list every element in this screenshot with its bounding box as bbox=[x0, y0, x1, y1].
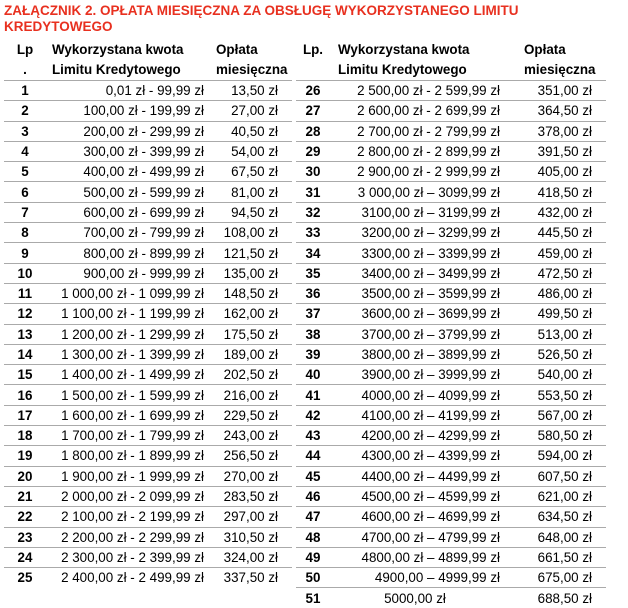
table-row bbox=[4, 568, 292, 588]
table-row bbox=[4, 182, 292, 202]
amount-cell: 700,00 zł - 799,99 zł bbox=[83, 225, 204, 241]
lp-cell: 18 bbox=[17, 428, 33, 444]
fee-cell: 459,00 zł bbox=[537, 245, 592, 261]
lp-cell: 16 bbox=[17, 387, 33, 403]
amount-header-line1: Wykorzystana kwota bbox=[338, 42, 470, 57]
fee-cell: 499,50 zł bbox=[537, 306, 592, 322]
lp-cell: 5 bbox=[21, 164, 29, 180]
fee-cell: 405,00 zł bbox=[537, 164, 592, 180]
fee-cell: 189,00 zł bbox=[223, 347, 278, 362]
amount-cell: 2 500,00 zł - 2 599,99 zł bbox=[357, 83, 500, 99]
table-row bbox=[4, 202, 292, 222]
fee-cell: 108,00 zł bbox=[223, 225, 278, 241]
table-row bbox=[296, 263, 606, 283]
table-row bbox=[296, 182, 606, 202]
lp-cell: 40 bbox=[305, 367, 321, 383]
lp-cell: 13 bbox=[17, 326, 33, 342]
fee-cell: 526,50 zł bbox=[537, 347, 592, 362]
fee-cell: 202,50 zł bbox=[223, 367, 278, 383]
amount-header-line1: Wykorzystana kwota bbox=[52, 42, 184, 57]
lp-cell: 50 bbox=[305, 570, 321, 586]
fee-cell: 445,50 zł bbox=[537, 225, 592, 241]
fee-cell: 162,00 zł bbox=[223, 306, 278, 322]
table-row bbox=[296, 446, 606, 466]
table-row bbox=[296, 466, 606, 486]
amount-cell: 3 000,00 zł – 3099,99 zł bbox=[357, 184, 500, 200]
amount-cell: 2 300,00 zł - 2 399,99 zł bbox=[61, 549, 204, 565]
fee-cell: 351,00 zł bbox=[537, 83, 592, 99]
fee-cell: 567,00 zł bbox=[537, 407, 592, 423]
table-row bbox=[296, 527, 606, 547]
lp-cell: 42 bbox=[305, 407, 321, 423]
table-row bbox=[4, 446, 292, 466]
amount-cell: 800,00 zł - 899,99 zł bbox=[83, 245, 204, 261]
fee-cell: 607,50 zł bbox=[537, 468, 592, 484]
fee-header bbox=[510, 40, 606, 81]
amount-cell: 4700,00 zł – 4799,99 zł bbox=[361, 529, 500, 545]
fee-cell: 337,50 zł bbox=[223, 570, 278, 586]
fee-cell: 364,50 zł bbox=[537, 103, 592, 119]
amount-header-line2: Limitu Kredytowego bbox=[52, 62, 181, 77]
amount-cell: 3500,00 zł – 3599,99 zł bbox=[361, 286, 500, 302]
lp-cell: 4 bbox=[21, 144, 29, 160]
table-row bbox=[296, 304, 606, 324]
table-row bbox=[296, 426, 606, 446]
fee-cell: 40,50 zł bbox=[231, 123, 278, 139]
fee-cell: 324,00 zł bbox=[223, 549, 278, 565]
amount-cell: 100,00 zł - 199,99 zł bbox=[83, 103, 204, 119]
lp-cell: 6 bbox=[21, 184, 29, 200]
amount-cell: 2 900,00 zł - 2 999,99 zł bbox=[357, 164, 500, 180]
fee-cell: 297,00 zł bbox=[223, 509, 278, 525]
amount-cell: 1 700,00 zł - 1 799,99 zł bbox=[61, 428, 204, 444]
lp-header-line1: Lp bbox=[16, 42, 34, 57]
fee-cell: 148,50 zł bbox=[223, 286, 278, 302]
amount-cell: 0,01 zł - 99,99 zł bbox=[105, 83, 204, 99]
fee-table-left bbox=[4, 40, 292, 587]
amount-cell: 3300,00 zł – 3399,99 zł bbox=[361, 245, 500, 261]
fee-cell: 418,50 zł bbox=[537, 184, 592, 200]
table-row bbox=[4, 426, 292, 446]
amount-header bbox=[330, 40, 510, 81]
table-row bbox=[296, 365, 606, 385]
lp-cell: 22 bbox=[17, 509, 33, 525]
lp-cell: 2 bbox=[21, 103, 29, 119]
table-row bbox=[296, 283, 606, 303]
amount-cell: 2 000,00 zł - 2 099,99 zł bbox=[61, 489, 204, 505]
amount-cell: 1 300,00 zł - 1 399,99 zł bbox=[61, 347, 204, 362]
table-row bbox=[296, 547, 606, 567]
lp-cell: 29 bbox=[305, 144, 321, 160]
table-row bbox=[296, 568, 606, 588]
table-row bbox=[4, 344, 292, 364]
amount-cell: 4600,00 zł – 4699,99 zł bbox=[361, 509, 500, 525]
amount-cell: 3400,00 zł – 3499,99 zł bbox=[361, 265, 500, 281]
table-row bbox=[4, 263, 292, 283]
table-row bbox=[296, 141, 606, 161]
table-row bbox=[296, 243, 606, 263]
fee-cell: 94,50 zł bbox=[231, 204, 278, 220]
amount-cell: 3800,00 zł – 3899,99 zł bbox=[361, 347, 500, 362]
table-row bbox=[296, 81, 606, 101]
fee-header-line2: miesięczna bbox=[524, 62, 596, 77]
lp-cell: 32 bbox=[305, 204, 321, 220]
amount-cell: 1 800,00 zł - 1 899,99 zł bbox=[61, 448, 204, 464]
lp-cell: 28 bbox=[305, 123, 321, 139]
fee-cell: 121,50 zł bbox=[223, 245, 278, 261]
fee-cell: 391,50 zł bbox=[537, 144, 592, 160]
fee-cell: 540,00 zł bbox=[537, 367, 592, 383]
amount-cell: 900,00 zł - 999,99 zł bbox=[83, 265, 204, 281]
table-row bbox=[4, 223, 292, 243]
table-header-row bbox=[4, 40, 292, 81]
fee-header-line1: Opłata bbox=[216, 42, 258, 57]
fee-cell: 256,50 zł bbox=[223, 448, 278, 464]
amount-cell: 4300,00 zł – 4399,99 zł bbox=[361, 448, 500, 464]
amount-cell: 1 600,00 zł - 1 699,99 zł bbox=[61, 407, 204, 423]
lp-cell: 8 bbox=[21, 225, 29, 241]
lp-cell: 15 bbox=[17, 367, 33, 383]
amount-cell: 4900,00 – 4999,99 zł bbox=[374, 570, 500, 586]
table-row bbox=[296, 588, 606, 608]
amount-cell: 1 400,00 zł - 1 499,99 zł bbox=[61, 367, 204, 383]
table-row bbox=[296, 324, 606, 344]
amount-cell: 2 600,00 zł - 2 699,99 zł bbox=[357, 103, 500, 119]
lp-cell: 27 bbox=[305, 103, 321, 119]
lp-cell: 1 bbox=[21, 83, 29, 99]
lp-header-line2: . bbox=[23, 62, 27, 77]
amount-cell: 4400,00 zł – 4499,99 zł bbox=[361, 468, 500, 484]
amount-cell: 4200,00 zł – 4299,99 zł bbox=[361, 428, 500, 444]
lp-cell: 45 bbox=[305, 468, 321, 484]
fee-cell: 661,50 zł bbox=[537, 549, 592, 565]
lp-cell: 19 bbox=[17, 448, 33, 464]
fee-cell: 553,50 zł bbox=[537, 387, 592, 403]
fee-cell: 688,50 zł bbox=[537, 590, 592, 606]
lp-cell: 46 bbox=[305, 489, 321, 505]
document-title: ZAŁĄCZNIK 2. OPŁATA MIESIĘCZNA ZA OBSŁUGĘ WYKORZYSTANEGO LIMITU KREDYTOWEGO bbox=[4, 3, 519, 34]
amount-cell: 500,00 zł - 599,99 zł bbox=[83, 184, 204, 200]
lp-cell: 7 bbox=[21, 204, 29, 220]
amount-cell: 4500,00 zł – 4599,99 zł bbox=[361, 489, 500, 505]
amount-cell: 4800,00 zł – 4899,99 zł bbox=[361, 549, 500, 565]
table-row bbox=[4, 243, 292, 263]
lp-cell: 9 bbox=[21, 245, 29, 261]
amount-cell: 3900,00 zł – 3999,99 zł bbox=[361, 367, 500, 383]
table-row bbox=[296, 101, 606, 121]
amount-cell: 3600,00 zł – 3699,99 zł bbox=[361, 306, 500, 322]
fee-cell: 54,00 zł bbox=[231, 144, 278, 160]
table-row bbox=[4, 466, 292, 486]
table-row bbox=[4, 365, 292, 385]
lp-cell: 49 bbox=[305, 549, 321, 565]
lp-cell: 26 bbox=[305, 83, 321, 99]
amount-cell: 4000,00 zł – 4099,99 zł bbox=[361, 387, 500, 403]
table-row bbox=[296, 405, 606, 425]
amount-cell: 1 900,00 zł - 1 999,99 zł bbox=[61, 468, 204, 484]
lp-cell: 47 bbox=[305, 509, 321, 525]
table-row bbox=[296, 223, 606, 243]
table-row bbox=[4, 405, 292, 425]
lp-cell: 36 bbox=[305, 286, 321, 302]
lp-cell: 44 bbox=[305, 448, 321, 464]
lp-cell: 30 bbox=[305, 164, 321, 180]
fee-cell: 594,00 zł bbox=[537, 448, 592, 464]
fee-cell: 81,00 zł bbox=[231, 184, 278, 200]
fee-cell: 432,00 zł bbox=[537, 204, 592, 220]
fee-cell: 283,50 zł bbox=[223, 489, 278, 505]
fee-cell: 13,50 zł bbox=[231, 83, 278, 99]
amount-cell: 1 000,00 zł - 1 099,99 zł bbox=[61, 286, 204, 302]
amount-cell: 4100,00 zł – 4199,99 zł bbox=[361, 407, 500, 423]
fee-cell: 378,00 zł bbox=[537, 123, 592, 139]
lp-cell: 11 bbox=[17, 286, 33, 302]
fee-cell: 513,00 zł bbox=[537, 326, 592, 342]
fee-header-line1: Opłata bbox=[524, 42, 566, 57]
lp-cell: 39 bbox=[305, 347, 321, 362]
fee-cell: 216,00 zł bbox=[223, 387, 278, 403]
table-row bbox=[4, 101, 292, 121]
amount-cell: 3100,00 zł – 3199,99 zł bbox=[361, 204, 500, 220]
fee-cell: 135,00 zł bbox=[223, 265, 278, 281]
fee-table-right bbox=[296, 40, 606, 608]
fee-cell: 580,50 zł bbox=[537, 428, 592, 444]
lp-cell: 14 bbox=[17, 347, 33, 362]
lp-cell: 3 bbox=[21, 123, 29, 139]
table-row bbox=[4, 324, 292, 344]
amount-header bbox=[46, 40, 214, 81]
fee-cell: 648,00 zł bbox=[537, 529, 592, 545]
amount-cell: 200,00 zł - 299,99 zł bbox=[83, 123, 204, 139]
amount-cell: 2 800,00 zł - 2 899,99 zł bbox=[357, 144, 500, 160]
table-row bbox=[296, 121, 606, 141]
lp-cell: 41 bbox=[305, 387, 321, 403]
lp-cell: 38 bbox=[305, 326, 321, 342]
table-row bbox=[4, 121, 292, 141]
fee-cell: 175,50 zł bbox=[223, 326, 278, 342]
amount-header-line2: Limitu Kredytowego bbox=[338, 62, 467, 77]
table-row bbox=[4, 527, 292, 547]
lp-cell: 37 bbox=[305, 306, 321, 322]
lp-cell: 43 bbox=[305, 428, 321, 444]
fee-cell: 621,00 zł bbox=[537, 489, 592, 505]
lp-cell: 21 bbox=[17, 489, 33, 505]
table-row bbox=[4, 507, 292, 527]
fee-cell: 486,00 zł bbox=[537, 286, 592, 302]
lp-cell: 33 bbox=[305, 225, 321, 241]
amount-cell: 400,00 zł - 499,99 zł bbox=[83, 164, 204, 180]
lp-cell: 10 bbox=[17, 265, 33, 281]
table-row bbox=[4, 547, 292, 567]
table-row bbox=[296, 344, 606, 364]
fee-cell: 67,50 zł bbox=[231, 164, 278, 180]
lp-cell: 31 bbox=[305, 184, 321, 200]
table-row bbox=[296, 162, 606, 182]
table-row bbox=[296, 202, 606, 222]
fee-cell: 229,50 zł bbox=[223, 407, 278, 423]
table-row bbox=[296, 507, 606, 527]
fee-header-line2: miesięczna bbox=[216, 62, 288, 77]
table-row bbox=[4, 486, 292, 506]
lp-header: Lp. bbox=[302, 42, 324, 57]
amount-cell: 5000,00 zł bbox=[384, 590, 446, 606]
amount-cell: 1 500,00 zł - 1 599,99 zł bbox=[61, 387, 204, 403]
amount-cell: 2 200,00 zł - 2 299,99 zł bbox=[61, 529, 204, 545]
table-row bbox=[4, 283, 292, 303]
lp-cell: 48 bbox=[305, 529, 321, 545]
fee-cell: 634,50 zł bbox=[537, 509, 592, 525]
table-row bbox=[4, 304, 292, 324]
table-row bbox=[4, 81, 292, 101]
amount-cell: 300,00 zł - 399,99 zł bbox=[83, 144, 204, 160]
lp-cell: 34 bbox=[305, 245, 321, 261]
amount-cell: 2 700,00 zł - 2 799,99 zł bbox=[357, 123, 500, 139]
lp-cell: 20 bbox=[17, 468, 33, 484]
fee-header bbox=[214, 40, 292, 81]
amount-cell: 3700,00 zł – 3799,99 zł bbox=[361, 326, 500, 342]
amount-cell: 1 200,00 zł - 1 299,99 zł bbox=[61, 326, 204, 342]
amount-cell: 1 100,00 zł - 1 199,99 zł bbox=[61, 306, 204, 322]
lp-cell: 23 bbox=[17, 529, 33, 545]
table-row bbox=[296, 486, 606, 506]
amount-cell: 3200,00 zł – 3299,99 zł bbox=[361, 225, 500, 241]
fee-cell: 27,00 zł bbox=[231, 103, 278, 119]
fee-cell: 472,50 zł bbox=[537, 265, 592, 281]
fee-cell: 675,00 zł bbox=[537, 570, 592, 586]
amount-cell: 2 100,00 zł - 2 199,99 zł bbox=[61, 509, 204, 525]
fee-cell: 243,00 zł bbox=[223, 428, 278, 444]
lp-cell: 35 bbox=[305, 265, 321, 281]
fee-cell: 310,50 zł bbox=[223, 529, 278, 545]
lp-header bbox=[4, 40, 46, 81]
lp-cell: 17 bbox=[17, 407, 33, 423]
amount-cell: 600,00 zł - 699,99 zł bbox=[83, 204, 204, 220]
table-header-row bbox=[296, 40, 606, 81]
table-row bbox=[4, 162, 292, 182]
lp-cell: 25 bbox=[17, 570, 33, 586]
amount-cell: 2 400,00 zł - 2 499,99 zł bbox=[61, 570, 204, 586]
lp-cell: 51 bbox=[305, 590, 321, 606]
lp-cell: 12 bbox=[17, 306, 33, 322]
fee-cell: 270,00 zł bbox=[223, 468, 278, 484]
table-row bbox=[296, 385, 606, 405]
table-row bbox=[4, 385, 292, 405]
lp-cell: 24 bbox=[17, 549, 33, 565]
table-row bbox=[4, 141, 292, 161]
